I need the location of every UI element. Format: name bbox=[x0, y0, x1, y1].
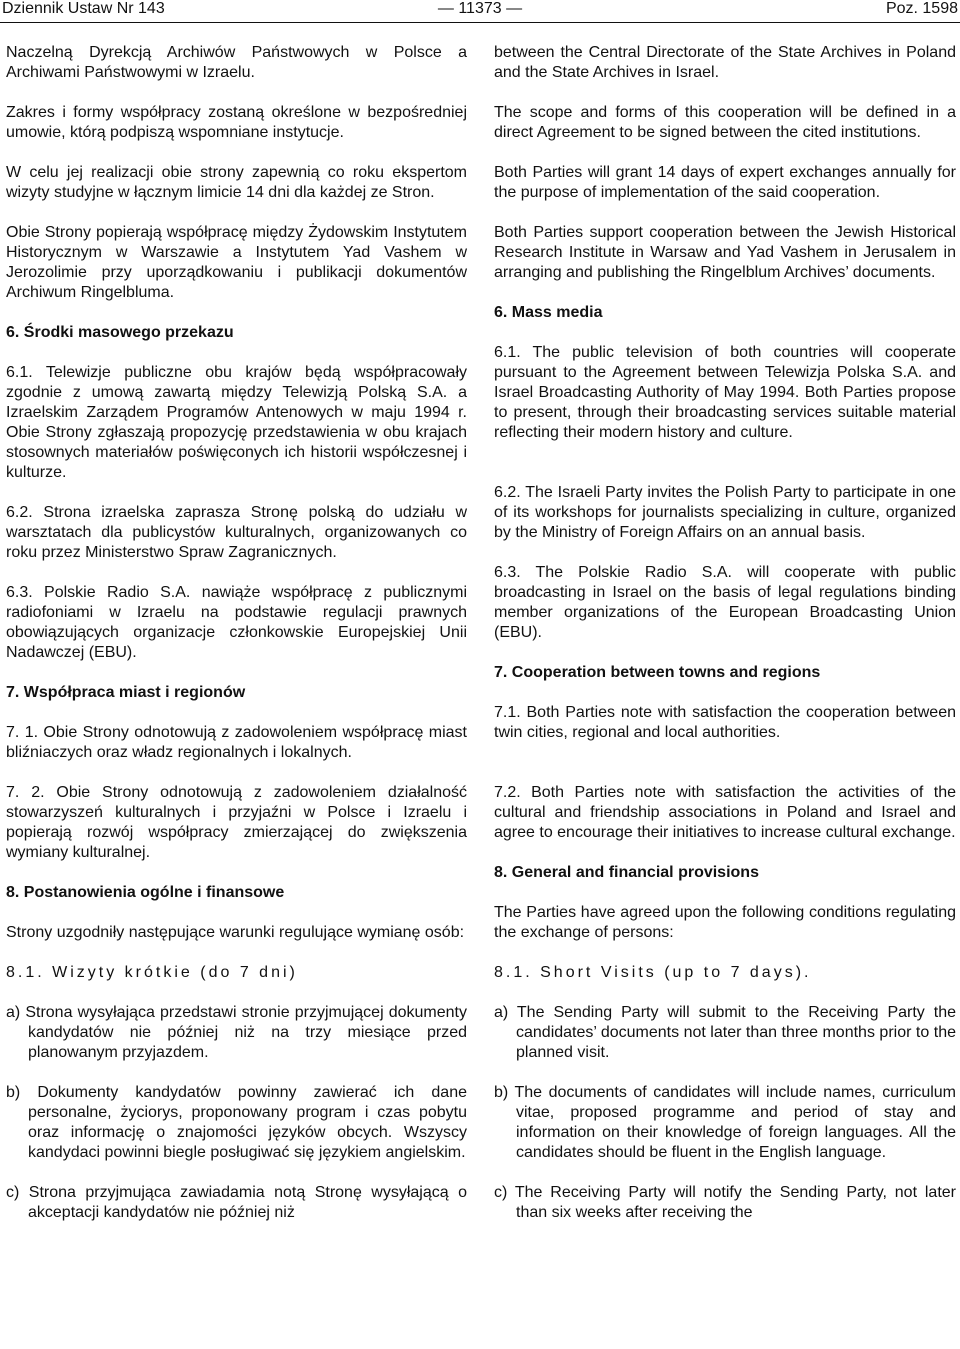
section-8-intro: The Parties have agreed upon the following conditions regulating the exchange of persons: bbox=[494, 904, 956, 941]
ringelblum-paragraph: Obie Strony popierają współpracę między Żydowskim Instytutem Historycznym w Warszawie a Instytutem Yad Vashem w Jerozolimie przy uporządkowaniu i publikacji dokumentów Archiwum Ringelbluma. bbox=[6, 224, 467, 301]
section-6-1: 6.1. The public television of both countries will cooperate pursuant to the Agreement between Telewizja Polska S.A. and Israel Broadcasting Authority of May 1994. Both Parties propose to present, through their broadcasting services suitable material reflecting their modern history and culture. bbox=[494, 344, 956, 441]
section-7-heading: 7. Współpraca miast i regionów bbox=[6, 684, 246, 701]
item-c: c) The Receiving Party will notify the Sending Party, not later than six weeks after receiving the bbox=[494, 1184, 956, 1221]
position-number: Poz. 1598 bbox=[885, 0, 958, 17]
section-7-2: 7.2. Both Parties note with satisfaction the activities of the cultural and friendship associations in Poland and Israel and agree to encourage their initiatives to increase cultural exchange. bbox=[494, 784, 956, 841]
section-6-2: 6.2. The Israeli Party invites the Polish Party to participate in one of its workshops for journalists specializing in culture, organized by the Ministry of Foreign Affairs on an annual basis. bbox=[494, 484, 956, 541]
page-number: — 11373 — bbox=[437, 0, 523, 17]
ringelblum-paragraph: Both Parties support cooperation between the Jewish Historical Research Institute in Warsaw and Yad Vashem in Jerusalem in arranging and publishing the Ringelblum Archives’ documents. bbox=[494, 224, 956, 281]
item-b: b) Dokumenty kandydatów powinny zawierać ich dane personalne, życiorys, proponowany program i czas pobytu oraz informację o znajomości języków obcych. Wszyscy kandydaci powinni biegle posługiwać się językiem angielskim. bbox=[6, 1084, 467, 1161]
item-a: a) The Sending Party will submit to the Receiving Party the candidates’ documents not later than three months prior to the planned visit. bbox=[494, 1004, 956, 1061]
section-7-2: 7. 2. Obie Strony odnotowują z zadowoleniem działalność stowarzyszeń kulturalnych i przyjaźni w Polsce i Izraelu i popierają rozwój współpracy zmierzającej do zwiększenia wymiany kulturalnej. bbox=[6, 784, 467, 861]
section-6-3: 6.3. The Polskie Radio S.A. will cooperate with public broadcasting in Israel on the basis of legal regulations binding member organizations of the European Broadcasting Union (EBU). bbox=[494, 564, 956, 641]
section-8-heading: 8. Postanowienia ogólne i finansowe bbox=[6, 884, 285, 901]
section-6-heading: 6. Mass media bbox=[494, 304, 603, 321]
section-6-heading: 6. Środki masowego przekazu bbox=[6, 324, 234, 341]
expert-visits-paragraph: W celu jej realizacji obie strony zapewnią co roku ekspertom wizyty studyjne w łącznym limicie 14 dni dla każdej ze Stron. bbox=[6, 164, 467, 201]
expert-visits-paragraph: Both Parties will grant 14 days of expert exchanges annually for the purpose of implementation of the said cooperation. bbox=[494, 164, 956, 201]
english-column bbox=[494, 43, 956, 1243]
section-6-1: 6.1. Telewizje publiczne obu krajów będą współpracowały zgodnie z umową zawartą między Telewizją Polską S.A. a Izraelskim Zarządem Programów Antenowych w maju 1994 r. Obie Strony zgłaszają propozycję przedstawienia w obu krajach stosownych materiałów poświęconych ich historii współczesnej i kulturze. bbox=[6, 364, 467, 481]
polish-column bbox=[6, 43, 467, 1243]
section-8-intro: Strony uzgodniły następujące warunki regulujące wymianę osób: bbox=[6, 924, 465, 941]
section-7-1: 7.1. Both Parties note with satisfaction the cooperation between twin cities, regional and local authorities. bbox=[494, 704, 956, 741]
archives-paragraph: Naczelną Dyrekcją Archiwów Państwowych w Polsce a Archiwami Państwowymi w Izraelu. bbox=[6, 44, 467, 81]
section-6-3: 6.3. Polskie Radio S.A. nawiąże współpracę z publicznymi radiofoniami w Izraelu na podstawie regulacji prawnych obowiązujących organizacje członkowskie Europejskiej Unii Nadawczej (EBU). bbox=[6, 584, 467, 661]
section-8-1-heading: 8.1. Short Visits (up to 7 days). bbox=[494, 964, 812, 981]
journal-title: Dziennik Ustaw Nr 143 bbox=[2, 0, 165, 17]
section-8-1-heading: 8.1. Wizyty krótkie (do 7 dni) bbox=[6, 964, 298, 981]
scope-paragraph: Zakres i formy współpracy zostaną określone w bezpośredniej umowie, którą podpiszą wspomniane instytucje. bbox=[6, 104, 467, 141]
section-6-2: 6.2. Strona izraelska zaprasza Stronę polską do udziału w warsztatach dla publicystów kulturalnych, organizowanych co roku przez Ministerstwo Spraw Zagranicznych. bbox=[6, 504, 467, 561]
header-divider bbox=[0, 22, 960, 23]
item-c: c) Strona przyjmująca zawiadamia notą Stronę wysyłającą o akceptacji kandydatów nie później niż bbox=[6, 1184, 467, 1221]
page-header bbox=[0, 0, 960, 22]
item-a: a) Strona wysyłająca przedstawi stronie przyjmującej dokumenty kandydatów nie później niż na trzy miesiące przed planowanym przyjazdem. bbox=[6, 1004, 467, 1061]
section-7-heading: 7. Cooperation between towns and regions bbox=[494, 664, 821, 681]
section-8-heading: 8. General and financial provisions bbox=[494, 864, 759, 881]
section-7-1: 7. 1. Obie Strony odnotowują z zadowoleniem współpracę miast bliźniaczych oraz władz regionalnych i lokalnych. bbox=[6, 724, 467, 761]
archives-paragraph: between the Central Directorate of the State Archives in Poland and the State Archives in Israel. bbox=[494, 44, 956, 81]
item-b: b) The documents of candidates will include names, curriculum vitae, proposed programme and period of stay and information on their knowledge of foreign languages. All the candidates should be fluent in the English language. bbox=[494, 1084, 956, 1161]
scope-paragraph: The scope and forms of this cooperation will be defined in a direct Agreement to be signed between the cited institutions. bbox=[494, 104, 956, 141]
